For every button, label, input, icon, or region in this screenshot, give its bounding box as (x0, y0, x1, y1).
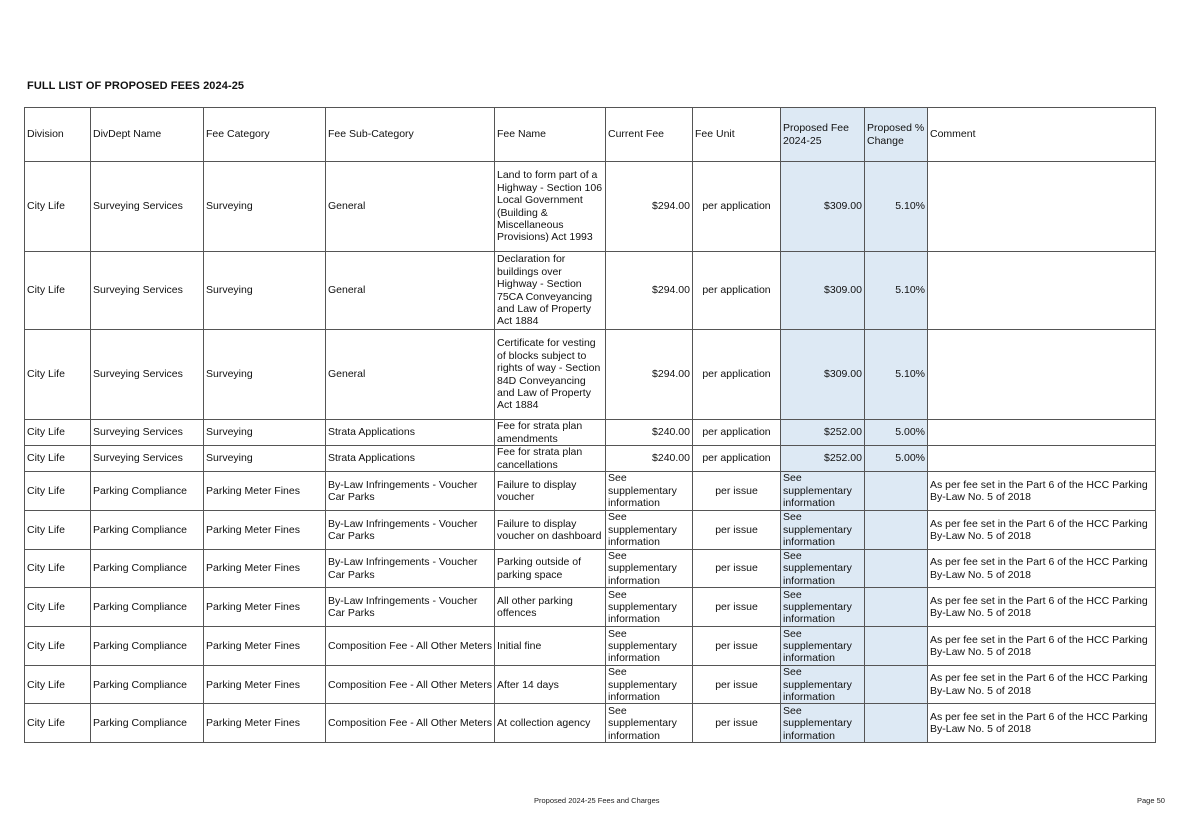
cell-proposed-fee: See supplementary information (781, 550, 865, 588)
footer-text: Proposed 2024-25 Fees and Charges (534, 796, 660, 805)
cell-proposed-fee: $309.00 (781, 162, 865, 252)
cell-comment: As per fee set in the Part 6 of the HCC Parking By-Law No. 5 of 2018 (928, 704, 1156, 743)
cell-division: City Life (25, 420, 91, 446)
cell-fee-name: Failure to display voucher (495, 472, 606, 511)
cell-fee-unit: per application (693, 446, 781, 472)
cell-comment (928, 420, 1156, 446)
cell-division: City Life (25, 472, 91, 511)
cell-fee-sub-category: General (326, 252, 495, 330)
cell-fee-sub-category: By-Law Infringements - Voucher Car Parks (326, 550, 495, 588)
fees-table (24, 107, 1156, 743)
cell-divdept-name: Surveying Services (91, 446, 204, 472)
cell-current-fee: $240.00 (606, 446, 693, 472)
cell-fee-unit: per issue (693, 627, 781, 666)
cell-current-fee: See supplementary information (606, 666, 693, 704)
cell-fee-unit: per issue (693, 511, 781, 550)
cell-fee-category: Surveying (204, 420, 326, 446)
header-proposed-fee: Proposed Fee 2024-25 (781, 108, 865, 162)
cell-fee-category: Surveying (204, 330, 326, 420)
cell-fee-name: At collection agency (495, 704, 606, 743)
cell-divdept-name: Parking Compliance (91, 472, 204, 511)
cell-divdept-name: Parking Compliance (91, 666, 204, 704)
cell-proposed-fee: See supplementary information (781, 472, 865, 511)
cell-fee-sub-category: Strata Applications (326, 420, 495, 446)
cell-division: City Life (25, 550, 91, 588)
cell-fee-unit: per application (693, 252, 781, 330)
cell-fee-sub-category: General (326, 330, 495, 420)
cell-fee-name: Initial fine (495, 627, 606, 666)
cell-fee-category: Parking Meter Fines (204, 472, 326, 511)
cell-division: City Life (25, 588, 91, 627)
cell-divdept-name: Parking Compliance (91, 704, 204, 743)
table-row (25, 420, 1156, 446)
cell-division: City Life (25, 627, 91, 666)
cell-proposed-fee: See supplementary information (781, 511, 865, 550)
cell-divdept-name: Surveying Services (91, 252, 204, 330)
cell-fee-name: Land to form part of a Highway - Section 106 Local Government (Building & Miscellaneous Provisions) Act 1993 (495, 162, 606, 252)
cell-proposed-change: 5.00% (865, 420, 928, 446)
cell-division: City Life (25, 330, 91, 420)
cell-current-fee: $294.00 (606, 162, 693, 252)
cell-comment: As per fee set in the Part 6 of the HCC Parking By-Law No. 5 of 2018 (928, 472, 1156, 511)
cell-division: City Life (25, 666, 91, 704)
cell-fee-name: After 14 days (495, 666, 606, 704)
cell-proposed-fee: See supplementary information (781, 666, 865, 704)
cell-fee-sub-category: By-Law Infringements - Voucher Car Parks (326, 472, 495, 511)
cell-current-fee: $294.00 (606, 330, 693, 420)
table-row (25, 704, 1156, 743)
cell-comment: As per fee set in the Part 6 of the HCC Parking By-Law No. 5 of 2018 (928, 550, 1156, 588)
cell-fee-name: All other parking offences (495, 588, 606, 627)
cell-fee-unit: per issue (693, 704, 781, 743)
cell-fee-sub-category: By-Law Infringements - Voucher Car Parks (326, 511, 495, 550)
page-title: FULL LIST OF PROPOSED FEES 2024-25 (27, 80, 245, 92)
header-fee-name: Fee Name (495, 108, 606, 162)
cell-proposed-change: 5.00% (865, 446, 928, 472)
cell-proposed-change (865, 588, 928, 627)
cell-divdept-name: Parking Compliance (91, 511, 204, 550)
cell-fee-category: Parking Meter Fines (204, 511, 326, 550)
cell-fee-unit: per application (693, 162, 781, 252)
cell-proposed-fee: $309.00 (781, 330, 865, 420)
cell-current-fee: $240.00 (606, 420, 693, 446)
cell-proposed-change (865, 511, 928, 550)
cell-proposed-change (865, 550, 928, 588)
cell-comment (928, 162, 1156, 252)
cell-proposed-change (865, 627, 928, 666)
table-row (25, 666, 1156, 704)
cell-comment: As per fee set in the Part 6 of the HCC Parking By-Law No. 5 of 2018 (928, 627, 1156, 666)
cell-division: City Life (25, 511, 91, 550)
table-row (25, 330, 1156, 420)
cell-fee-unit: per issue (693, 666, 781, 704)
table-row (25, 588, 1156, 627)
cell-current-fee: See supplementary information (606, 550, 693, 588)
cell-divdept-name: Surveying Services (91, 420, 204, 446)
header-current-fee: Current Fee (606, 108, 693, 162)
cell-proposed-change: 5.10% (865, 252, 928, 330)
page-number: Page 50 (1137, 796, 1165, 805)
cell-fee-sub-category: Composition Fee - All Other Meters (326, 704, 495, 743)
cell-comment: As per fee set in the Part 6 of the HCC Parking By-Law No. 5 of 2018 (928, 666, 1156, 704)
cell-current-fee: See supplementary information (606, 472, 693, 511)
cell-current-fee: See supplementary information (606, 627, 693, 666)
cell-current-fee: See supplementary information (606, 704, 693, 743)
cell-proposed-fee: $252.00 (781, 446, 865, 472)
cell-divdept-name: Surveying Services (91, 330, 204, 420)
table-body (25, 162, 1156, 743)
cell-fee-category: Surveying (204, 252, 326, 330)
cell-fee-name: Fee for strata plan amendments (495, 420, 606, 446)
cell-divdept-name: Parking Compliance (91, 588, 204, 627)
cell-comment (928, 446, 1156, 472)
header-fee-unit: Fee Unit (693, 108, 781, 162)
cell-comment (928, 330, 1156, 420)
cell-fee-category: Parking Meter Fines (204, 704, 326, 743)
table-row (25, 550, 1156, 588)
cell-fee-unit: per issue (693, 472, 781, 511)
cell-proposed-fee: See supplementary information (781, 588, 865, 627)
cell-divdept-name: Parking Compliance (91, 550, 204, 588)
cell-proposed-fee: $252.00 (781, 420, 865, 446)
cell-proposed-change: 5.10% (865, 162, 928, 252)
cell-proposed-change (865, 666, 928, 704)
cell-division: City Life (25, 162, 91, 252)
cell-fee-category: Surveying (204, 162, 326, 252)
cell-fee-unit: per application (693, 420, 781, 446)
header-divdept-name: DivDept Name (91, 108, 204, 162)
cell-fee-name: Parking outside of parking space (495, 550, 606, 588)
cell-fee-category: Parking Meter Fines (204, 666, 326, 704)
cell-division: City Life (25, 446, 91, 472)
cell-current-fee: $294.00 (606, 252, 693, 330)
header-proposed-change: Proposed % Change (865, 108, 928, 162)
cell-divdept-name: Surveying Services (91, 162, 204, 252)
table-row (25, 627, 1156, 666)
cell-division: City Life (25, 704, 91, 743)
cell-current-fee: See supplementary information (606, 588, 693, 627)
cell-fee-unit: per issue (693, 588, 781, 627)
cell-fee-sub-category: General (326, 162, 495, 252)
header-division: Division (25, 108, 91, 162)
header-fee-category: Fee Category (204, 108, 326, 162)
cell-fee-name: Declaration for buildings over Highway - Section 75CA Conveyancing and Law of Property Act 1884 (495, 252, 606, 330)
cell-divdept-name: Parking Compliance (91, 627, 204, 666)
cell-comment: As per fee set in the Part 6 of the HCC Parking By-Law No. 5 of 2018 (928, 588, 1156, 627)
cell-comment: As per fee set in the Part 6 of the HCC Parking By-Law No. 5 of 2018 (928, 511, 1156, 550)
cell-fee-category: Parking Meter Fines (204, 627, 326, 666)
cell-fee-sub-category: Composition Fee - All Other Meters (326, 627, 495, 666)
table-row (25, 162, 1156, 252)
cell-fee-category: Surveying (204, 446, 326, 472)
table-row (25, 446, 1156, 472)
cell-proposed-fee: See supplementary information (781, 627, 865, 666)
cell-proposed-change (865, 472, 928, 511)
cell-fee-sub-category: Composition Fee - All Other Meters (326, 666, 495, 704)
header-fee-sub-category: Fee Sub-Category (326, 108, 495, 162)
cell-fee-sub-category: By-Law Infringements - Voucher Car Parks (326, 588, 495, 627)
cell-current-fee: See supplementary information (606, 511, 693, 550)
cell-comment (928, 252, 1156, 330)
cell-fee-unit: per issue (693, 550, 781, 588)
cell-fee-category: Parking Meter Fines (204, 550, 326, 588)
cell-division: City Life (25, 252, 91, 330)
table-header-row (25, 108, 1156, 162)
header-comment: Comment (928, 108, 1156, 162)
table-row (25, 472, 1156, 511)
table-row (25, 252, 1156, 330)
cell-fee-name: Failure to display voucher on dashboard (495, 511, 606, 550)
cell-proposed-fee: See supplementary information (781, 704, 865, 743)
cell-proposed-fee: $309.00 (781, 252, 865, 330)
cell-fee-name: Fee for strata plan cancellations (495, 446, 606, 472)
cell-proposed-change: 5.10% (865, 330, 928, 420)
table-row (25, 511, 1156, 550)
cell-fee-sub-category: Strata Applications (326, 446, 495, 472)
cell-fee-name: Certificate for vesting of blocks subject to rights of way - Section 84D Conveyancing and Law of Property Act 1884 (495, 330, 606, 420)
cell-fee-unit: per application (693, 330, 781, 420)
cell-proposed-change (865, 704, 928, 743)
cell-fee-category: Parking Meter Fines (204, 588, 326, 627)
